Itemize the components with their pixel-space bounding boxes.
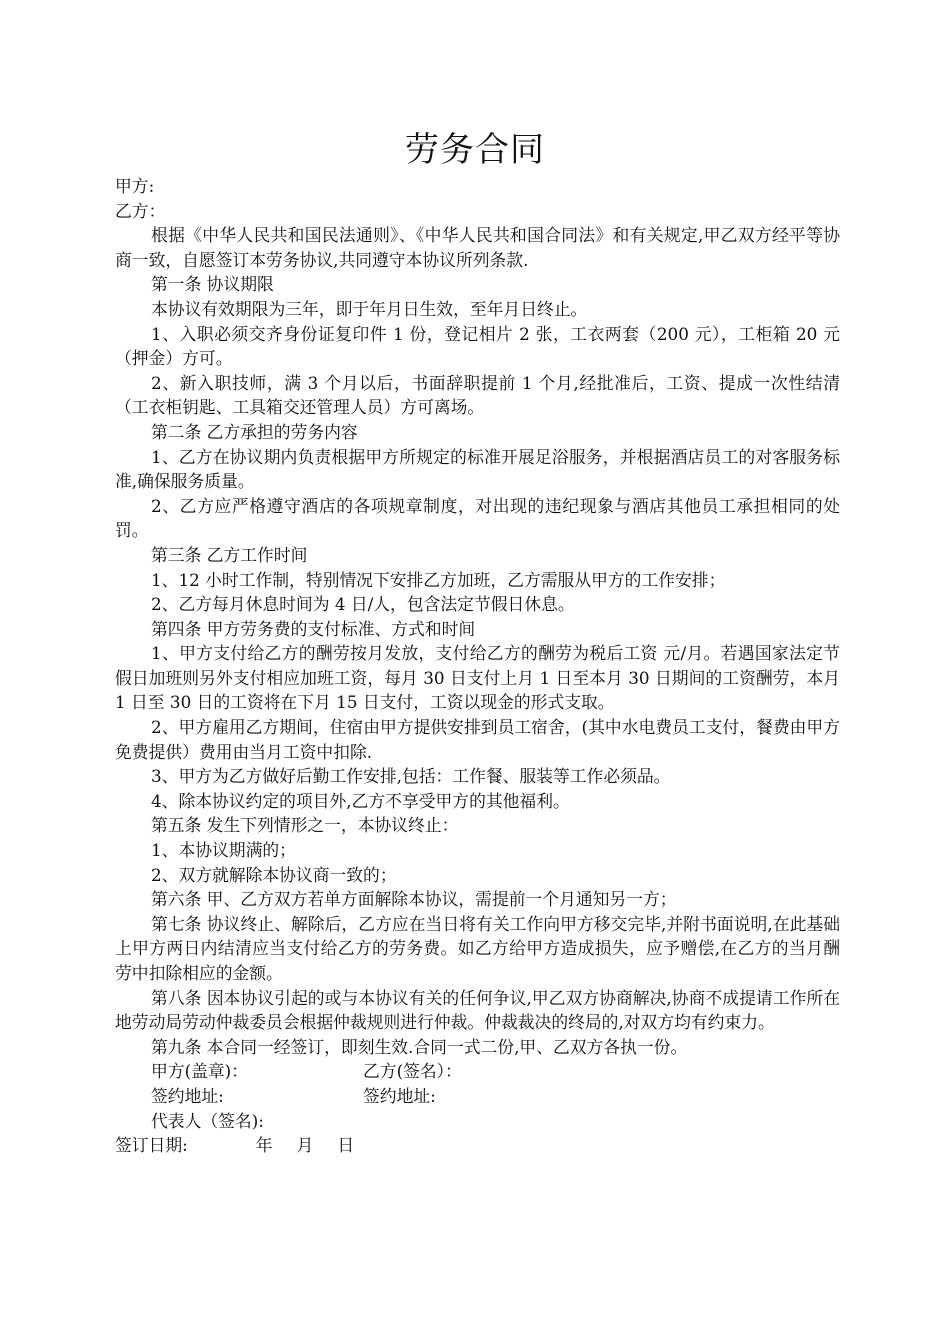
article-1-item-1: 1、入职必须交齐身份证复印件 1 份，登记相片 2 张，工衣两套（200 元），工柜箱 20 元（押金）方可。 [115, 323, 840, 369]
article-5-item-1: 1、本协议期满的； [151, 840, 296, 861]
party-a-address-label: 签约地址: [151, 1085, 224, 1106]
party-a-line: 甲方: [115, 176, 155, 196]
article-1-term: 本协议有效期限为三年，即于年月日生效，至年月日终止。 [151, 298, 588, 319]
article-4-item-4: 4、除本协议约定的项目外,乙方不享受甲方的其他福利。 [151, 790, 570, 811]
article-8: 第八条 因本协议引起的或与本协议有关的任何争议,甲乙双方协商解决,协商不成提请工作所在地劳动局劳动仲裁委员会根据仲裁规则进行仲裁。仲裁裁决的终局的,对双方均有约束力。 [115, 987, 840, 1033]
signature-row-3 [115, 1109, 840, 1134]
signing-date-year: 年 [255, 1135, 273, 1156]
signing-date-day: 日 [337, 1135, 355, 1156]
signature-row-2 [115, 1084, 840, 1109]
signing-date-month: 月 [296, 1135, 314, 1156]
article-2-item-2: 2、乙方应严格遵守酒店的各项规章制度，对出现的违纪现象与酒店其他员工承担相同的处罚。 [115, 495, 840, 541]
document-title: 劳务合同 [405, 130, 545, 170]
article-5-heading: 第五条 发生下列情形之一，本协议终止： [151, 815, 459, 836]
article-1-item-2: 2、新入职技师，满 3 个月以后，书面辞职提前 1 个月,经批准后，工资、提成一次性结清（工衣柜钥匙、工具箱交还管理人员）方可离场。 [115, 372, 840, 418]
article-2-item-1: 1、乙方在协议期内负责根据甲方所规定的标准开展足浴服务，并根据酒店员工的对客服务标准,确保服务质量。 [115, 446, 840, 492]
article-3-item-2: 2、乙方每月休息时间为 4 日/人，包含法定节假日休息。 [151, 594, 575, 615]
article-4-item-2: 2、甲方雇用乙方期间，住宿由甲方提供安排到员工宿舍，(其中水电费员工支付，餐费由甲方免费提供）费用由当月工资中扣除. [115, 717, 840, 762]
party-b-signature-label: 乙方(签名）： [363, 1061, 462, 1082]
representative-label: 代表人（签名): [151, 1110, 264, 1131]
article-4-item-3: 3、甲方为乙方做好后勤工作安排,包括：工作餐、服装等工作必须品。 [151, 766, 671, 787]
article-1-heading: 第一条 协议期限 [151, 274, 274, 295]
party-a-seal-label: 甲方(盖章)： [151, 1061, 249, 1082]
intro-paragraph: 根据《中华人民共和国民法通则》、《中华人民共和国合同法》和有关规定,甲乙双方经平等协商一致，自愿签订本劳务协议,共同遵守本协议所列条款. [115, 225, 840, 270]
article-4-heading: 第四条 甲方劳务费的支付标准、方式和时间 [151, 618, 476, 639]
article-3-item-1: 1、12 小时工作制，特别情况下安排乙方加班，乙方需服从甲方的工作安排； [151, 569, 726, 590]
article-3-heading: 第三条 乙方工作时间 [151, 544, 308, 565]
party-b-address-label: 签约地址: [363, 1085, 436, 1106]
contract-body [115, 174, 840, 1158]
article-2-heading: 第二条 乙方承担的劳务内容 [151, 421, 358, 442]
signing-date [115, 1133, 840, 1158]
article-7: 第七条 协议终止、解除后，乙方应在当日将有关工作向甲方移交完毕,并附书面说明,在此基础上甲方两日内结清应当支付给乙方的劳务费。如乙方给甲方造成损失，应予赠偿,在乙方的当月酬劳中扣除相应的金额。 [115, 913, 840, 983]
signing-date-label: 签订日期: [115, 1135, 188, 1156]
article-9: 第九条 本合同一经签订，即刻生效.合同一式二份,甲、乙双方各执一份。 [151, 1036, 688, 1057]
party-b-line: 乙方： [115, 200, 166, 221]
article-4-item-1: 1、甲方支付给乙方的酬劳按月发放，支付给乙方的酬劳为税后工资 元/月。若遇国家法定节假日加班则另外支付相应加班工资，每月 30 日支付上月 1 日至本月 30 日期间的工资酬劳，本月 1 日至 30 日的工资将在下月 15 日支付，工资以现金的形式支取。 [115, 643, 840, 713]
signature-row-1 [115, 1059, 840, 1084]
article-5-item-2: 2、双方就解除本协议商一致的； [151, 864, 397, 885]
article-6: 第六条 甲、乙方双方若单方面解除本协议，需提前一个月通知另一方； [151, 889, 677, 910]
